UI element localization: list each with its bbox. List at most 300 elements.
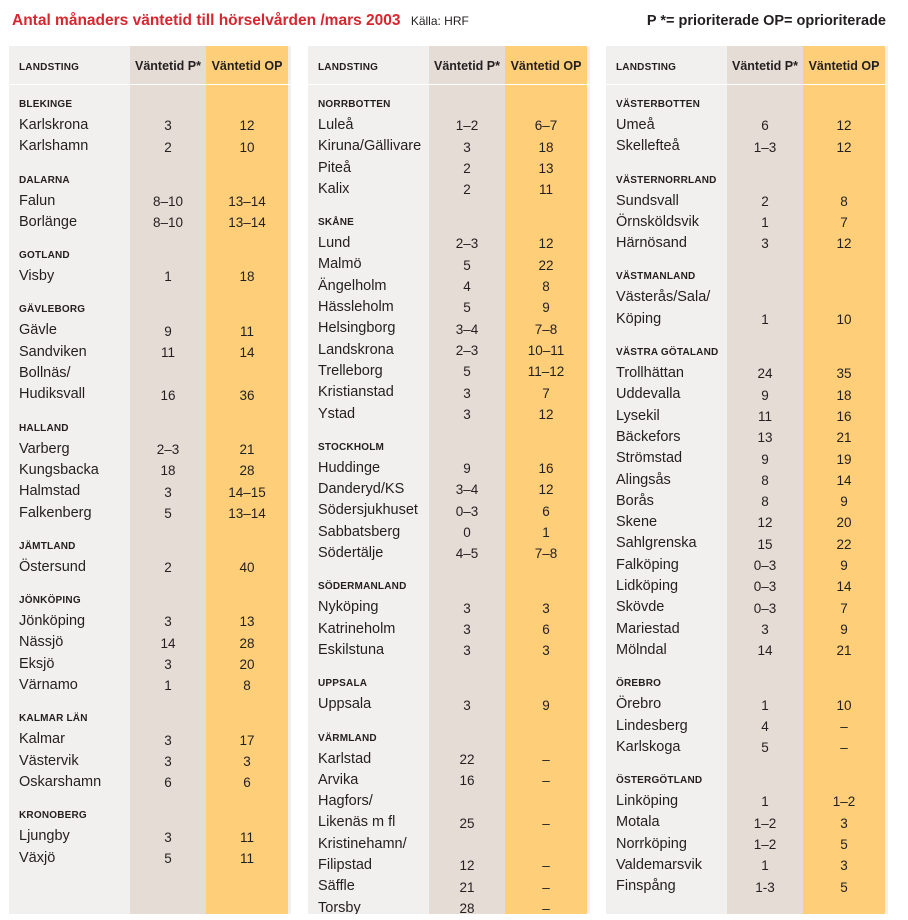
row-op-value: 9 (542, 697, 550, 713)
row-name: Falun (19, 192, 56, 209)
table-row (606, 470, 888, 491)
region-heading: SÖDERMANLAND (318, 581, 407, 593)
table-row (308, 382, 590, 403)
row-name: Hässleholm (318, 299, 394, 316)
row-name: Karlshamn (19, 138, 89, 155)
row-op-value: 12 (836, 139, 852, 155)
table-row (606, 555, 888, 576)
row-op-value: 21 (836, 643, 852, 659)
header-landsting: LANDSTING (19, 62, 80, 73)
row-name: Borlänge (19, 213, 78, 230)
table-row (606, 115, 888, 136)
row-op-value: – (542, 815, 550, 831)
row-name: Linköping (616, 793, 679, 810)
row-p-value: 24 (757, 366, 773, 382)
row-p-value: 1-3 (755, 879, 775, 895)
row-p-value: 3–4 (455, 482, 479, 498)
row-op-value: 11 (239, 323, 254, 339)
row-p-value: 1 (164, 678, 172, 694)
table-row (9, 363, 291, 406)
row-op-value: 17 (239, 732, 255, 748)
row-name: Lysekil (616, 407, 660, 424)
table-row (606, 834, 888, 855)
region-heading: VÄSTERNORRLAND (616, 174, 717, 186)
row-name: Eskilstuna (318, 641, 385, 658)
row-op-value: 9 (840, 494, 848, 510)
row-op-value: 36 (239, 387, 255, 403)
table-row (9, 611, 291, 632)
row-op-value: 10 (836, 312, 852, 328)
region-heading: UPPSALA (318, 678, 368, 690)
table-body (308, 94, 590, 914)
row-p-value: 15 (757, 536, 773, 552)
row-op-value: 40 (239, 560, 255, 576)
row-op-value: 12 (538, 406, 554, 422)
table-row (308, 158, 590, 179)
table-row (606, 233, 888, 254)
table-row (308, 500, 590, 521)
row-op-value: 13 (538, 160, 554, 176)
row-p-value: 2 (463, 160, 471, 176)
row-p-value: 0–3 (753, 600, 777, 616)
table-row (308, 597, 590, 618)
table-row (606, 191, 888, 212)
table-row (606, 640, 888, 661)
table-header (606, 46, 888, 84)
row-op-value: 18 (538, 139, 554, 155)
row-op-value: 7 (542, 385, 550, 401)
row-p-value: 1 (164, 269, 172, 285)
row-name: Ljungby (19, 828, 70, 845)
row-op-value: 16 (538, 461, 554, 477)
row-p-value: 11 (160, 345, 175, 361)
row-name: Växjö (19, 849, 56, 866)
row-p-value: 5 (164, 505, 172, 521)
table-row (9, 503, 291, 524)
table-row (9, 212, 291, 233)
title-text: Antal månaders väntetid till hörselvården /mars 2003 (12, 12, 401, 29)
row-op-value: 6–7 (534, 118, 558, 134)
table-row (606, 384, 888, 405)
region-heading: BLEKINGE (19, 99, 73, 110)
table-row (9, 320, 291, 341)
region-heading: JÄMTLAND (19, 540, 76, 552)
row-op-value: 14 (836, 579, 852, 595)
row-p-value: 6 (761, 118, 769, 134)
region-heading: VÄSTERBOTTEN (616, 99, 701, 110)
row-p-value: 2 (164, 139, 172, 155)
row-op-value: 9 (542, 300, 550, 316)
table-row (308, 276, 590, 297)
row-op-value: 10 (836, 697, 852, 713)
row-p-value: 3 (164, 657, 172, 673)
region-heading: JÖNKÖPING (19, 595, 81, 607)
table-panel-1 (9, 46, 291, 914)
row-name: Nyköping (318, 599, 379, 616)
row-name: Hagfors/ Likenäs m fl (318, 793, 396, 831)
table-header (308, 46, 590, 84)
table-row (308, 115, 590, 136)
table-row (9, 557, 291, 578)
row-p-value: 0 (463, 525, 471, 541)
row-p-value: 3 (463, 406, 471, 422)
row-op-value: 11–12 (527, 364, 565, 380)
region-heading: KRONOBERG (19, 810, 87, 822)
row-name: Helsingborg (318, 320, 396, 337)
row-p-value: 1 (761, 312, 769, 328)
row-name: Malmö (318, 256, 362, 273)
row-op-value: 18 (239, 269, 255, 285)
row-name: Kalix (318, 180, 350, 197)
table-row (9, 675, 291, 696)
row-p-value: 1 (761, 697, 769, 713)
table-row (606, 791, 888, 812)
row-name: Trollhättan (616, 365, 684, 382)
row-p-value: 2 (164, 560, 172, 576)
row-name: Mölndal (616, 641, 667, 658)
row-op-value: 14 (239, 345, 255, 361)
row-op-value: 14 (836, 472, 852, 488)
row-name: Norrköping (616, 835, 687, 852)
row-p-value: 9 (761, 387, 769, 403)
row-op-value: 7–8 (534, 546, 558, 562)
row-name: Bäckefors (616, 428, 681, 445)
row-p-value: 1 (761, 215, 769, 231)
region-heading: NORRBOTTEN (318, 99, 391, 110)
table-row (606, 855, 888, 876)
row-op-value: – (542, 879, 550, 895)
row-op-value: 11 (239, 850, 254, 866)
table-row (9, 654, 291, 675)
header-landsting: LANDSTING (616, 62, 677, 73)
row-p-value: 8–10 (152, 193, 184, 209)
table-row (606, 136, 888, 157)
row-p-value: 13 (757, 430, 773, 446)
row-op-value: 13 (239, 614, 255, 630)
row-op-value: 20 (836, 515, 852, 531)
row-op-value: 35 (836, 366, 852, 382)
row-name: Luleå (318, 117, 354, 133)
table-row (606, 363, 888, 384)
row-op-value: 3 (243, 753, 251, 769)
row-name: Kalmar (19, 731, 65, 748)
row-p-value: 1 (761, 858, 769, 874)
row-name: Jönköping (19, 613, 86, 630)
table-row (308, 543, 590, 564)
row-p-value: 8 (761, 494, 769, 510)
table-row (9, 826, 291, 847)
row-name: Huddinge (318, 459, 381, 476)
row-p-value: 1–3 (753, 139, 777, 155)
table-row (606, 737, 888, 758)
row-name: Skövde (616, 599, 665, 616)
header-divider (308, 84, 590, 85)
table-row (308, 179, 590, 200)
row-op-value: 13–14 (228, 215, 266, 231)
row-name: Borås (616, 492, 654, 509)
row-p-value: 1–2 (753, 837, 777, 853)
region-heading: SKÅNE (318, 217, 355, 229)
row-p-value: 14 (160, 635, 176, 651)
row-name: Sundsvall (616, 192, 679, 209)
row-name: Sabbatsberg (318, 523, 401, 540)
table-row (308, 749, 590, 770)
region-heading: VÄRMLAND (318, 732, 377, 744)
row-p-value: 16 (459, 773, 475, 789)
row-p-value: 2 (761, 193, 769, 209)
row-op-value: 28 (239, 463, 255, 479)
row-op-value: 22 (836, 536, 852, 552)
row-op-value: 19 (836, 451, 852, 467)
row-name: Umeå (616, 117, 655, 133)
table-row (606, 876, 888, 897)
table-row (9, 439, 291, 460)
table-row (606, 716, 888, 737)
row-p-value: 4 (463, 279, 471, 295)
table-row (308, 694, 590, 715)
table-row (308, 361, 590, 382)
row-name: Södersjukhuset (318, 502, 418, 519)
row-op-value: 3 (542, 600, 550, 616)
row-op-value: – (542, 773, 550, 789)
row-name: Bollnäs/ Hudiksvall (19, 365, 86, 403)
row-p-value: 9 (761, 451, 769, 467)
row-name: Trelleborg (318, 362, 383, 379)
row-name: Kristinehamn/ Filipstad (318, 835, 407, 874)
table-row (308, 479, 590, 500)
row-op-value: 6 (542, 503, 550, 519)
table-row (9, 772, 291, 793)
row-p-value: 11 (757, 408, 772, 424)
row-p-value: 2–3 (455, 236, 479, 252)
row-p-value: 18 (160, 463, 176, 479)
row-op-value: 12 (836, 236, 852, 252)
row-op-value: – (840, 740, 848, 756)
row-p-value: 3 (164, 118, 172, 134)
row-p-value: 12 (459, 858, 475, 874)
row-op-value: 7 (840, 215, 848, 231)
row-p-value: 0–3 (455, 503, 479, 519)
row-op-value: – (840, 718, 848, 734)
table-row (308, 791, 590, 834)
table-row (308, 898, 590, 914)
row-name: Härnösand (616, 235, 687, 252)
row-p-value: 3 (463, 621, 471, 637)
row-name: Landskrona (318, 341, 394, 358)
row-p-value: 12 (757, 515, 773, 531)
row-name: Lindesberg (616, 717, 688, 734)
row-name: Strömstad (616, 450, 683, 467)
row-name: Västerås/Sala/ Köping (616, 289, 711, 327)
row-name: Mariestad (616, 620, 680, 637)
header-op: Väntetid OP (211, 59, 283, 73)
table-row (308, 522, 590, 543)
row-op-value: 10 (239, 139, 255, 155)
row-name: Halmstad (19, 483, 81, 500)
table-row (606, 812, 888, 833)
row-name: Lidköping (616, 578, 679, 595)
row-name: Karlskrona (19, 117, 89, 133)
row-op-value: 1–2 (832, 794, 856, 810)
row-p-value: 3 (761, 621, 769, 637)
row-op-value: 8 (243, 678, 251, 694)
row-op-value: 9 (840, 558, 848, 574)
row-name: Säffle (318, 878, 355, 895)
table-row (606, 533, 888, 554)
row-p-value: 2–3 (156, 441, 180, 457)
table-row (308, 254, 590, 275)
row-p-value: 1 (761, 794, 769, 810)
row-name: Falkenberg (19, 504, 92, 521)
row-op-value: 13–14 (228, 193, 266, 209)
row-op-value: 9 (840, 621, 848, 637)
table-row (308, 458, 590, 479)
header-op: Väntetid OP (808, 59, 880, 73)
row-p-value: 14 (757, 643, 773, 659)
row-p-value: 5 (463, 300, 471, 316)
row-op-value: 3 (840, 815, 848, 831)
table-row (606, 694, 888, 715)
region-heading: ÖREBRO (616, 678, 662, 690)
row-name: Piteå (318, 159, 352, 176)
row-name: Södertälje (318, 545, 384, 562)
row-name: Falköping (616, 556, 679, 573)
row-p-value: 9 (463, 461, 471, 477)
table-row (9, 460, 291, 481)
region-heading: STOCKHOLM (318, 441, 385, 453)
table-row (308, 136, 590, 157)
region-heading: VÄSTMANLAND (616, 271, 696, 283)
row-name: Oskarshamn (19, 773, 102, 790)
table-row (9, 751, 291, 772)
row-op-value: 11 (239, 829, 254, 845)
table-row (606, 212, 888, 233)
row-op-value: – (542, 900, 550, 914)
row-op-value: – (542, 751, 550, 767)
row-name: Kiruna/Gällivare (318, 138, 422, 155)
row-p-value: 5 (164, 850, 172, 866)
page-title (12, 12, 469, 30)
header-divider (606, 84, 888, 85)
row-p-value: 4–5 (455, 546, 479, 562)
row-op-value: 10–11 (527, 342, 565, 358)
row-p-value: 3 (164, 753, 172, 769)
row-name: Uppsala (318, 696, 372, 713)
region-heading: HALLAND (19, 422, 69, 434)
row-p-value: 21 (459, 879, 475, 895)
table-row (308, 876, 590, 897)
table-row (9, 481, 291, 502)
row-p-value: 3 (164, 732, 172, 748)
row-name: Kristianstad (318, 384, 394, 401)
row-op-value: 3 (542, 643, 550, 659)
row-p-value: 25 (459, 815, 475, 831)
row-op-value: 12 (836, 118, 852, 134)
table-body (606, 94, 888, 898)
row-name: Östersund (19, 558, 86, 575)
row-op-value: 5 (840, 837, 848, 853)
row-p-value: 5 (463, 364, 471, 380)
row-op-value: 16 (836, 408, 852, 424)
row-op-value: 7–8 (534, 321, 558, 337)
table-row (606, 597, 888, 618)
row-name: Torsby (318, 899, 361, 914)
row-op-value: 6 (542, 621, 550, 637)
row-p-value: 3 (463, 385, 471, 401)
table-row (308, 404, 590, 425)
row-name: Ängelholm (318, 277, 387, 294)
row-name: Motala (616, 814, 660, 831)
row-name: Uddevalla (616, 386, 681, 403)
row-p-value: 5 (463, 257, 471, 273)
row-p-value: 3 (463, 139, 471, 155)
row-name: Ystad (318, 405, 356, 422)
table-panel-2 (308, 46, 590, 914)
region-heading: KALMAR LÄN (19, 713, 88, 725)
row-op-value: – (542, 858, 550, 874)
row-op-value: 12 (538, 236, 554, 252)
header-p: Väntetid P* (434, 59, 500, 73)
row-name: Sahlgrenska (616, 535, 697, 552)
row-p-value: 4 (761, 718, 769, 734)
legend: P *= prioriterade OP= oprioriterade (646, 13, 886, 29)
row-name: Karlstad (318, 750, 372, 767)
row-name: Västervik (19, 752, 79, 769)
table-row (9, 115, 291, 136)
table-row (308, 770, 590, 791)
table-row (9, 729, 291, 750)
row-op-value: 14–15 (228, 484, 266, 500)
row-name: Örnsköldsvik (616, 213, 699, 230)
region-heading: GÄVLEBORG (19, 304, 86, 316)
row-name: Skellefteå (616, 138, 680, 155)
table-body (9, 94, 291, 869)
row-name: Skene (616, 514, 658, 531)
table-row (9, 342, 291, 363)
row-name: Eksjö (19, 655, 55, 672)
row-p-value: 9 (164, 323, 172, 339)
row-name: Alingsås (616, 471, 671, 488)
row-name: Katrineholm (318, 620, 396, 637)
row-p-value: 3–4 (455, 321, 479, 337)
row-p-value: 3 (463, 643, 471, 659)
table-row (606, 406, 888, 427)
row-op-value: 7 (840, 600, 848, 616)
row-p-value: 1–2 (455, 118, 479, 134)
table-row (606, 287, 888, 330)
region-heading: ÖSTERGÖTLAND (616, 775, 703, 787)
row-op-value: 21 (836, 430, 852, 446)
row-op-value: 28 (239, 635, 255, 651)
table-row (308, 834, 590, 877)
row-op-value: 21 (239, 441, 255, 457)
row-name: Sandviken (19, 343, 87, 360)
row-p-value: 16 (160, 387, 176, 403)
row-op-value: 12 (239, 118, 255, 134)
table-row (9, 136, 291, 157)
row-p-value: 5 (761, 740, 769, 756)
region-heading: GOTLAND (19, 250, 70, 262)
row-name: Visby (19, 268, 55, 285)
row-name: Arvika (318, 771, 359, 788)
row-op-value: 8 (542, 279, 550, 295)
header-p: Väntetid P* (732, 59, 798, 73)
row-p-value: 3 (761, 236, 769, 252)
row-op-value: 11 (538, 182, 553, 198)
row-name: Gävle (19, 322, 57, 339)
table-row (606, 619, 888, 640)
row-p-value: 6 (164, 775, 172, 791)
